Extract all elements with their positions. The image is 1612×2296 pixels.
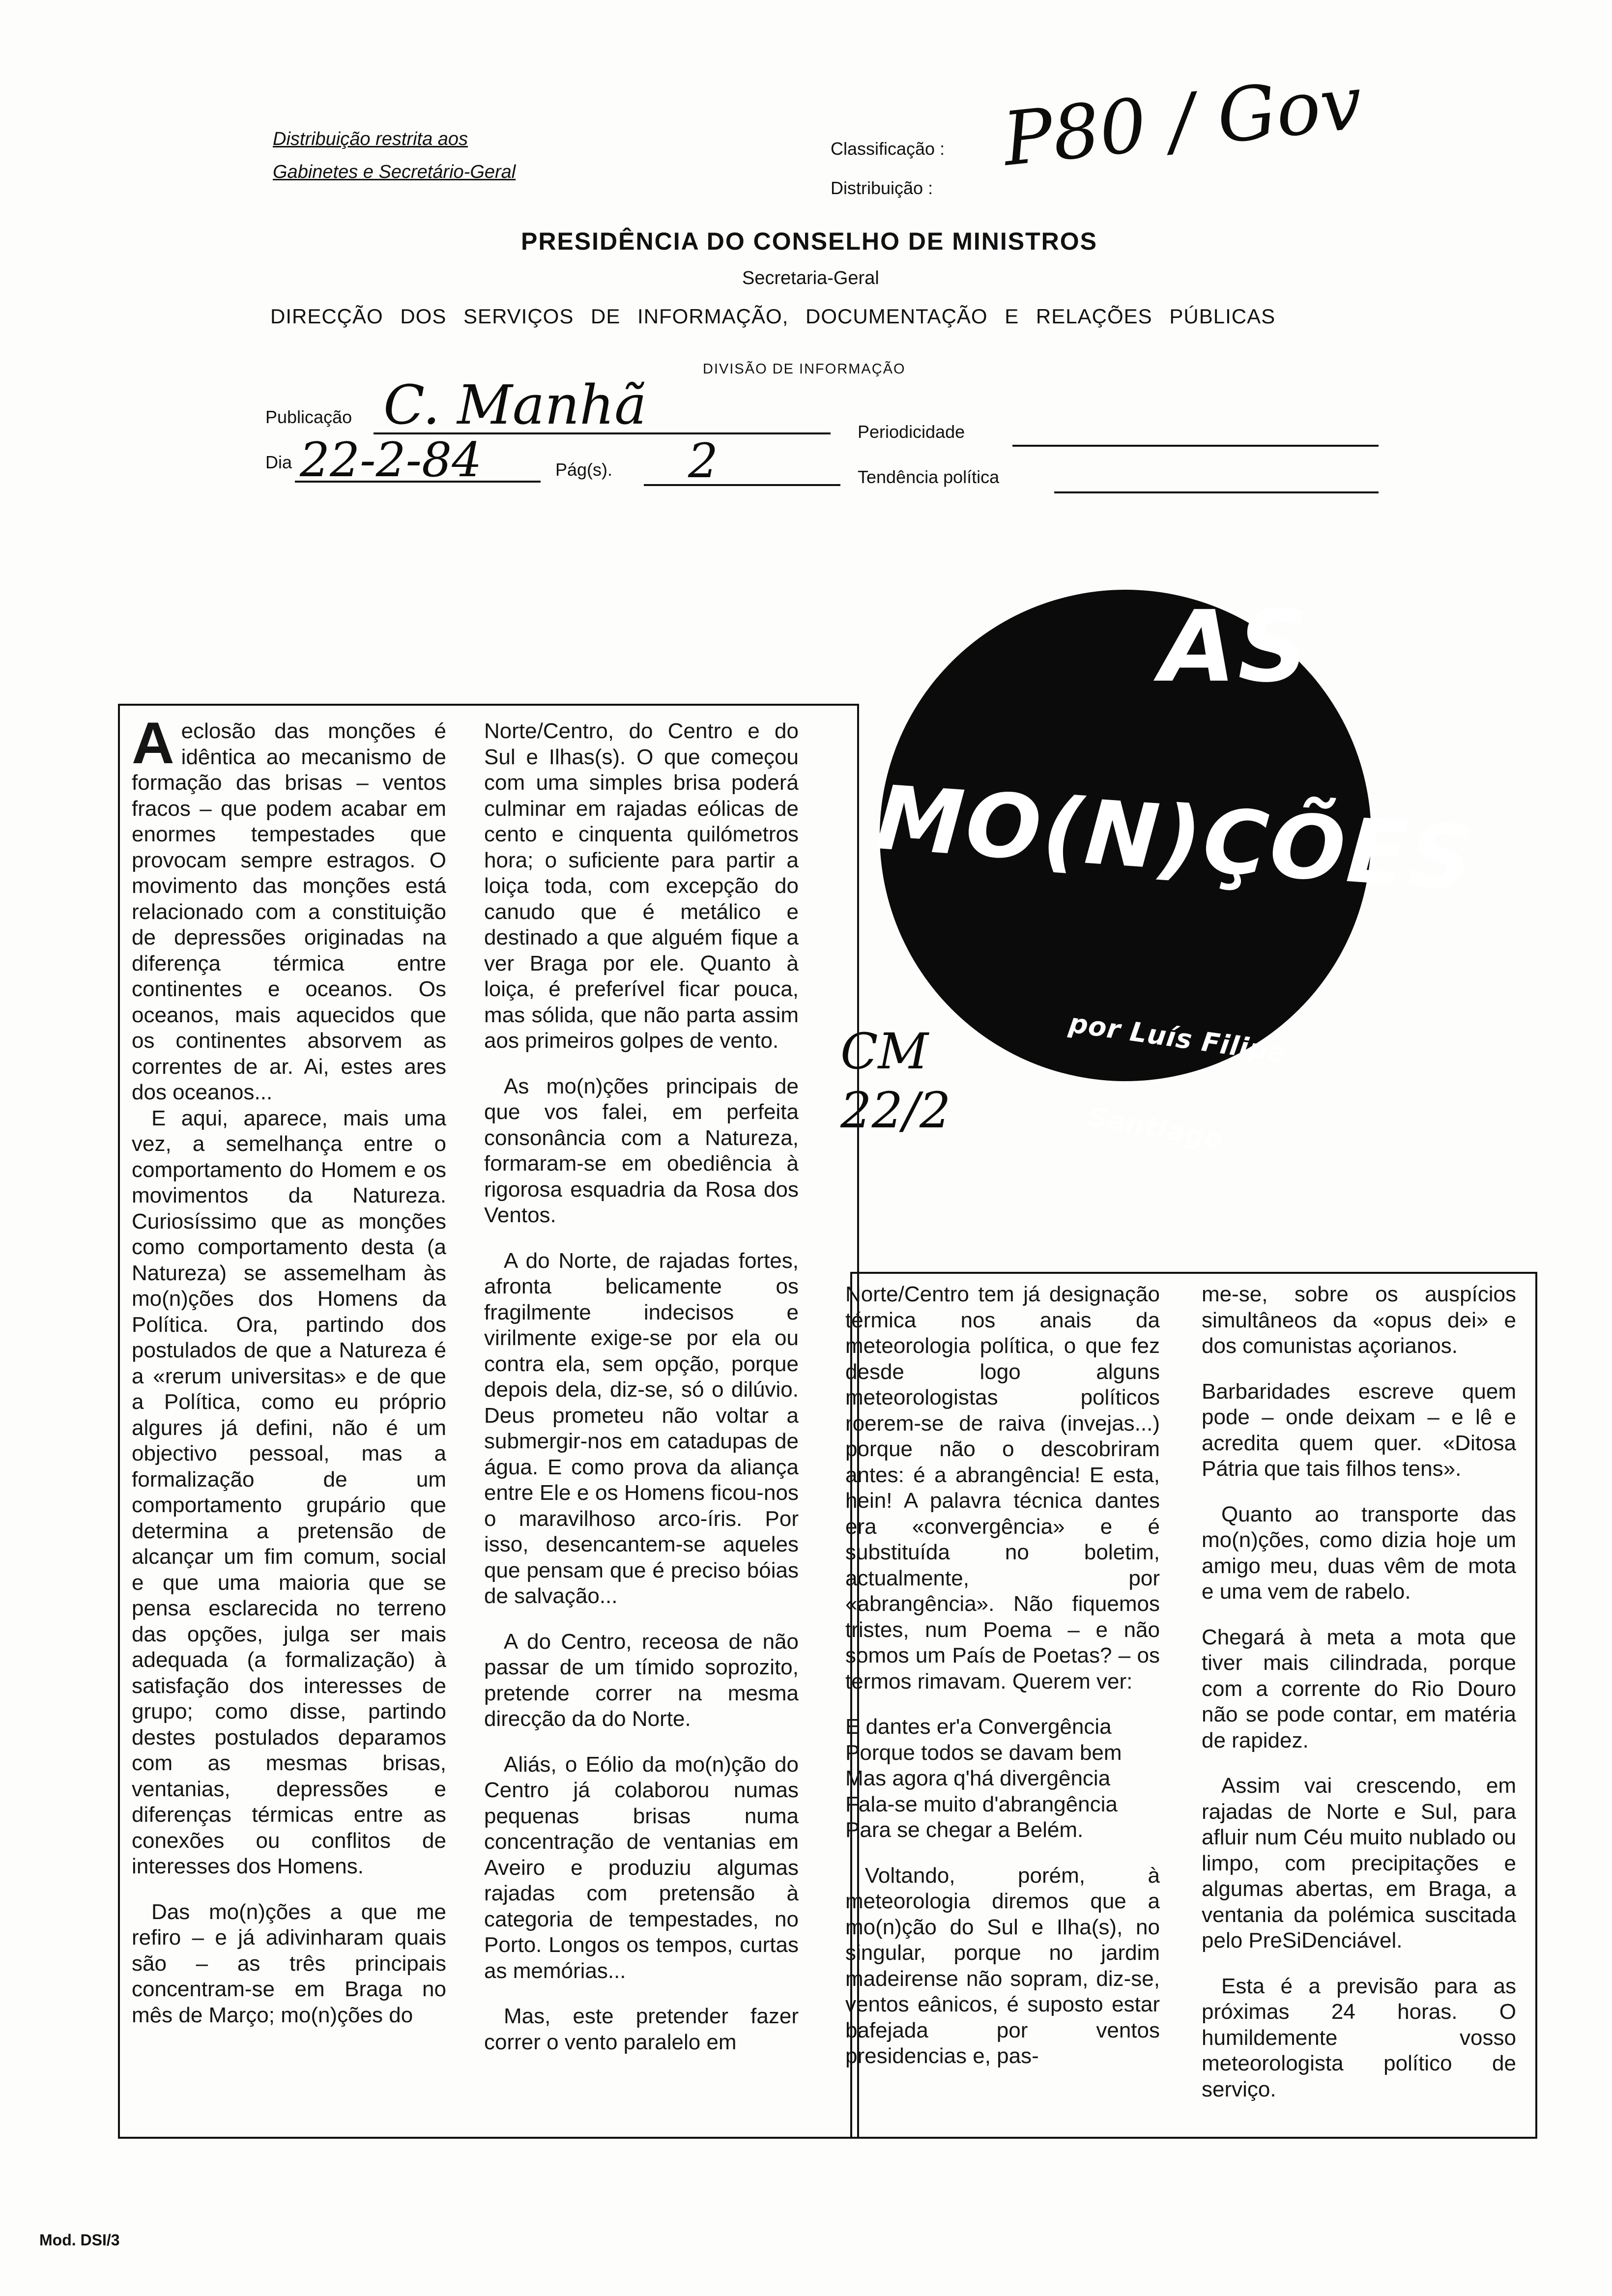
col4-paragraph-5: Assim vai crescendo, em rajadas de Norte e Sul, para afluir num Céu muito nublado ou limpo, com precipitações e algumas abertas, em Braga, a ventania da polémica suscitada pelo PreSiDenciável. <box>1202 1774 1516 1952</box>
col2-paragraph-1: Norte/Centro, do Centro e do Sul e Ilhas(s). O que começou com uma simples brisa poderá culminar em rajadas eólicas de cento e cinquenta quilómetros hora; o suficiente para partir a loiça toda, com excepção do canudo que é metálico e destinado a que alguém fique a ver Braga por ele. Quanto à loiça, é preferível ficar pouca, mas sólida, que não parta assim aos primeiros golpes de vento. <box>484 719 799 1053</box>
poem-line-3: Mas agora q'há divergência <box>845 1766 1111 1790</box>
article-byline-1: por Luís Filipe <box>1067 1007 1289 1069</box>
publication-value: C. Manhã <box>383 373 647 436</box>
col2-paragraph-5: Aliás, o Eólio da mo(n)ção do Centro já colaborou numas pequenas brisas numa concentração de ventanias em Aveiro e produziu algumas rajadas com pretensão à categoria de tempestades, no Porto. Longos os tempos, curtas as memórias... <box>484 1752 799 1983</box>
col4-paragraph-1: me-se, sobre os auspícios simultâneos da «opus dei» e dos comunistas açorianos. <box>1202 1282 1516 1358</box>
poem-line-2: Porque todos se davam bem <box>845 1740 1122 1765</box>
margin-handwritten-note: CM 22/2 <box>840 1023 951 1139</box>
article-title-line2: MO(N)ÇÕES <box>872 767 1479 911</box>
col4-paragraph-6: Esta é a previsão para as próximas 24 horas. O humildemente vosso meteorologista político de serviço. <box>1202 1974 1516 2101</box>
day-label: Dia <box>265 452 292 472</box>
secretaria-label: Secretaria-Geral <box>742 268 879 288</box>
direction-label: DIRECÇÃO DOS SERVIÇOS DE INFORMAÇÃO, DOCUMENTAÇÃO E RELAÇÕES PÚBLICAS <box>270 305 1276 328</box>
distribution-line-2: Gabinetes e Secretário-Geral <box>273 162 516 182</box>
col1-paragraph-2: E aqui, aparece, mais uma vez, a semelhança entre o comportamento do Homem e os movimentos da Natureza. Curiosíssimo que as monções como comportamento desta (a Natureza) se assemelham às mo(n)ções dos Homens da Política. Ora, partindo dos postulados de que a Natureza é a «rerum universitas» e de que a Política, como eu próprio algures já defini, não é um objectivo pessoal, mas a formalização de um comportamento grupário que determina a pretensão de alcançar um fim comum, social e que uma maioria que se pensa esclarecida no terreno das opções, julga ser mais adequada (a formalização) à satisfação dos interesses de grupo; como disse, partindo destes postulados deparamos com as mesmas brisas, ventanias, depressões e diferenças térmicas entre as conexões ou conflitos de interesses dos Homens. <box>132 1106 446 1878</box>
form-code: Mod. DSI/3 <box>39 2231 120 2249</box>
pages-underline <box>644 484 840 486</box>
day-value: 22-2-84 <box>300 432 482 488</box>
distribution-label: Distribuição : <box>831 178 933 198</box>
drop-cap: A <box>132 710 174 776</box>
article-column-2 <box>484 718 799 2055</box>
col2-paragraph-6: Mas, este pretender fazer correr o vento paralelo em <box>484 2004 799 2054</box>
org-title: PRESIDÊNCIA DO CONSELHO DE MINISTROS <box>521 228 1098 255</box>
distribution-notice <box>273 129 516 183</box>
poem-line-5: Para se chegar a Belém. <box>845 1818 1084 1842</box>
day-underline <box>295 481 541 483</box>
col3-paragraph-2: Voltando, porém, à meteorologia diremos que a mo(n)ção do Sul e Ilha(s), no singular, porque no jardim madeirense não sopram, diz-se, ventos eânicos, é suposto estar bafejada por ventos presidencias e, pas- <box>845 1863 1160 2068</box>
col1-paragraph-1: Aeclosão das monções é idêntica ao mecanismo de formação das brisas – ventos fracos – que podem acabar em enormes tempestades que provocam sempre estragos. O movimento das monções está relacionado com a constituição de depressões originadas na diferença térmica entre continentes e oceanos. Os oceanos, mais aquecidos que os continentes absorvem as correntes de ar. Ai, estes ares dos oceanos... <box>132 710 446 1104</box>
periodicity-underline <box>1012 445 1379 447</box>
tendency-label: Tendência política <box>858 467 1000 487</box>
poem-line-4: Fala-se muito d'abrangência <box>845 1792 1118 1816</box>
col4-paragraph-2: Barbaridades escreve quem pode – onde deixam – e lê e acredita quem quer. «Ditosa Pátria que tais filhos tens». <box>1202 1379 1516 1481</box>
distribution-line-1: Distribuição restrita aos <box>273 129 468 149</box>
division-label: DIVISÃO DE INFORMAÇÃO <box>703 361 906 377</box>
col1-paragraph-3: Das mo(n)ções a que me refiro – e já adivinharam quais são – as três principais concentram-se em Braga no mês de Março; mo(n)ções do <box>132 1899 446 2027</box>
article-column-1 <box>132 710 446 2028</box>
article-title-line1: AS <box>1160 590 1311 704</box>
col2-paragraph-2: As mo(n)ções principais de que vos falei, em perfeita consonância com a Natureza, formaram-se em obediência à rigorosa esquadria da Rosa dos Ventos. <box>484 1074 799 1227</box>
col4-paragraph-4: Chegará à meta a mota que tiver mais cilindrada, porque com a corrente do Rio Douro não se pode contar, em matéria de rapidez. <box>1202 1625 1516 1752</box>
periodicity-label: Periodicidade <box>858 422 965 442</box>
article-column-3 <box>845 1282 1160 2069</box>
pages-value: 2 <box>688 433 719 488</box>
col2-paragraph-4: A do Centro, receosa de não passar de um tímido soprozito, pretende correr na mesma direcção da do Norte. <box>484 1629 799 1731</box>
pages-label: Pág(s). <box>555 459 613 480</box>
col3-poem <box>845 1714 1160 1843</box>
tendency-underline <box>1054 491 1379 493</box>
article-column-4 <box>1202 1282 1516 2102</box>
col3-paragraph-1: Norte/Centro tem já designação térmica nos anais da meteorologia política, o que fez desde logo alguns meteorologistas políticos roerem-se de raiva (invejas...) porque não o descobriram antes: é a abrangência! E esta, hein! A palavra técnica dantes era «convergência» e é substituída no boletim, actualmente, por «abrangência». Não fiquemos tristes, num Poema – e não somos um País de Poetas? – os termos rimavam. Querem ver: <box>845 1282 1160 1693</box>
classification-label: Classificação : <box>831 139 945 159</box>
col2-paragraph-3: A do Norte, de rajadas fortes, afronta belicamente os fragilmente indecisos e virilmente exige-se por ela ou contra ela, sem opção, porque depois dela, diz-se, só o dilúvio. Deus prometeu não voltar a submergir-nos em catadupas de água. E como prova da aliança entre Ele e os Homens ficou-nos o maravilhoso arco-íris. Por isso, desencantem-se aqueles que pensam que é preciso bóias de salvação... <box>484 1248 799 1608</box>
handwritten-classification: P80 / Gov <box>999 60 1366 183</box>
publication-label: Publicação <box>265 407 352 427</box>
col4-paragraph-3: Quanto ao transporte das mo(n)ções, como dizia hoje um amigo meu, duas vêm de mota e uma vem de rabelo. <box>1202 1502 1516 1604</box>
article-byline-2: Santiago <box>1086 1101 1226 1155</box>
poem-line-1: E dantes er'a Convergência <box>845 1715 1112 1739</box>
